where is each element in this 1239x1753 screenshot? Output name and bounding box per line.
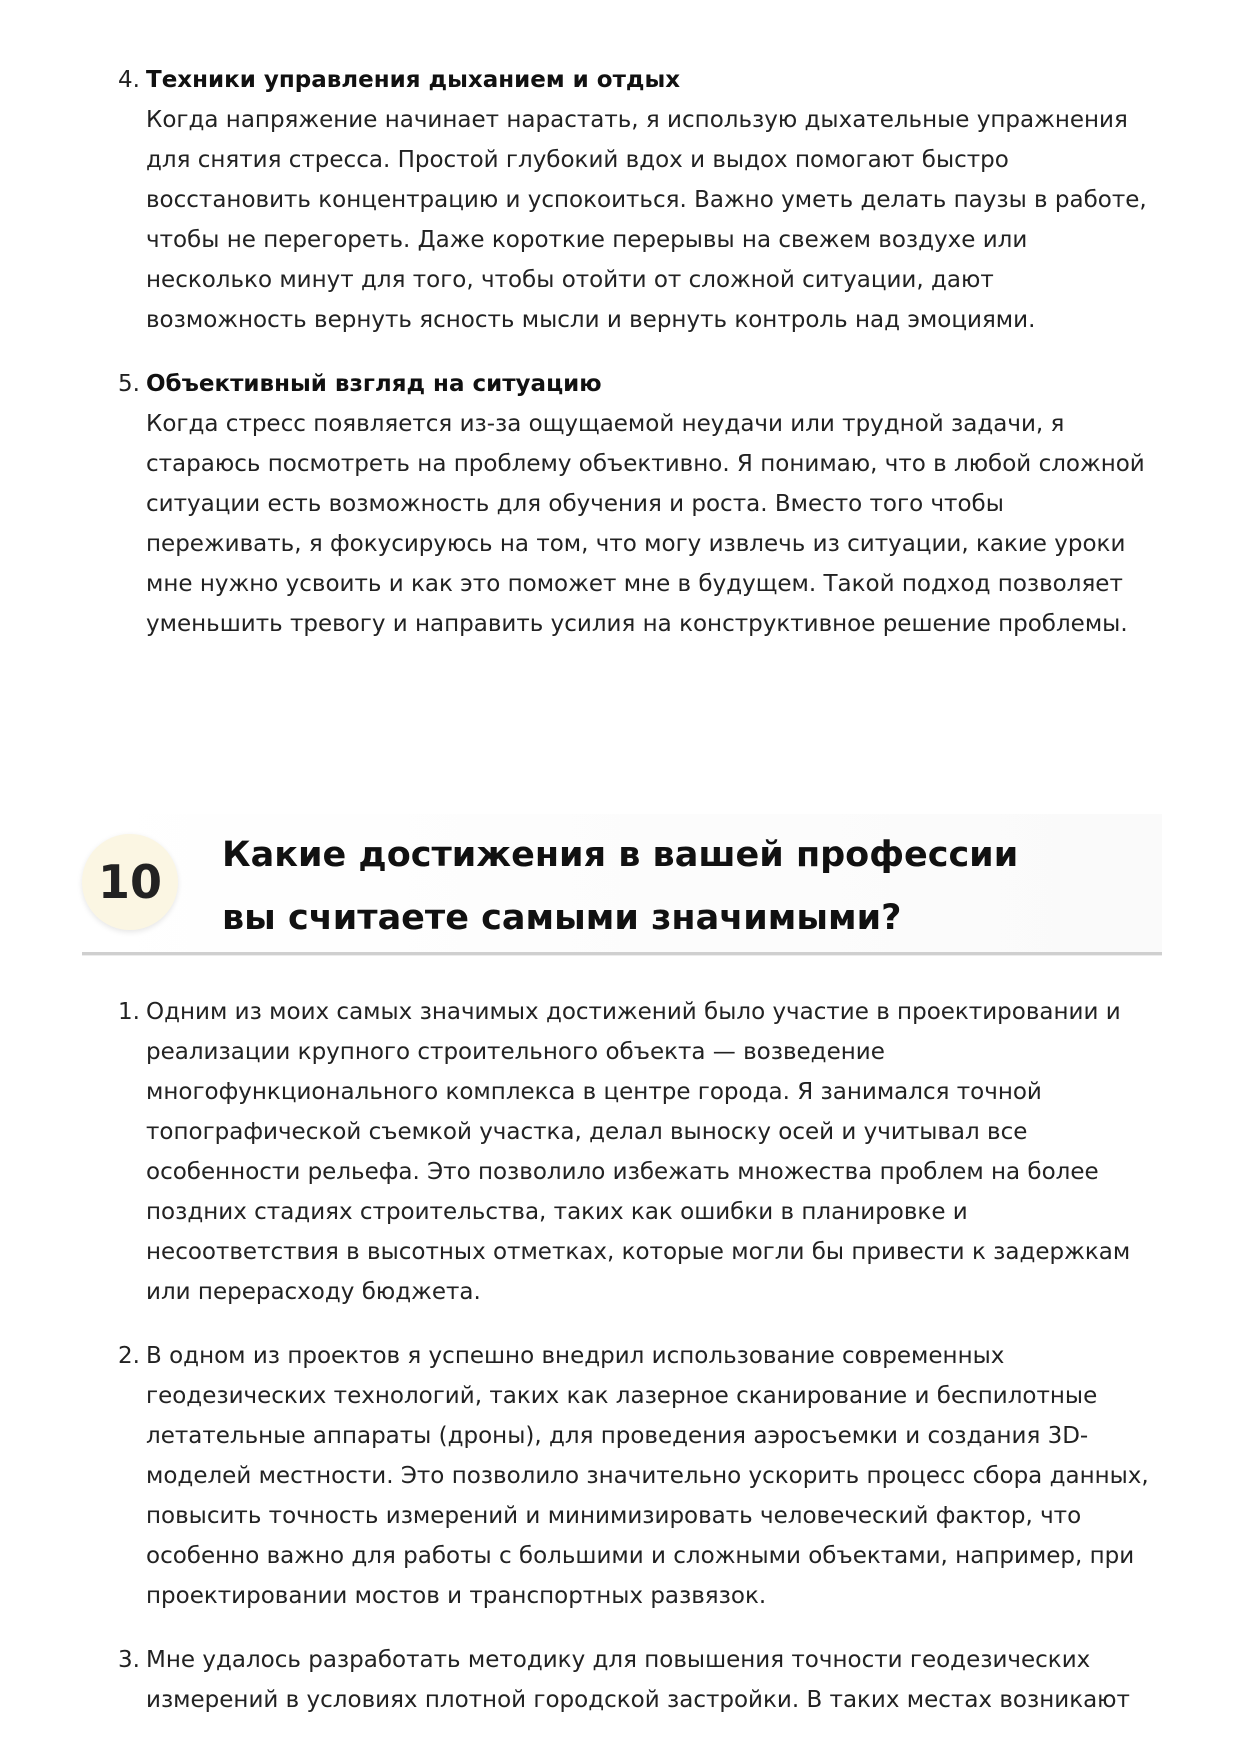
list-item xyxy=(110,364,1160,644)
list-item xyxy=(110,992,1160,1312)
list-item-text: В одном из проектов я успешно внедрил использование современных геодезических технологий, таких как лазерное сканирование и беспилотные летательные аппараты (дроны), для проведения аэросъемки и создания 3D-моделей местности. Это позволило значительно ускорить процесс сбора данных, повысить точность измерений и минимизировать человеческий фактор, что особенно важно для работы с большими и сложными объектами, например, при проектировании мостов и транспортных развязок. xyxy=(146,1343,1149,1609)
list-item-number: 2. xyxy=(118,1343,140,1369)
list-item-number: 3. xyxy=(118,1647,140,1673)
list-item-text: Мне удалось разработать методику для повышения точности геодезических измерений в условиях плотной городской застройки. В таких местах возникают xyxy=(146,1647,1130,1713)
question-header xyxy=(82,814,1162,955)
stress-techniques-list xyxy=(110,60,1160,644)
list-item-number: 5. xyxy=(118,371,140,397)
list-item-number: 4. xyxy=(118,67,140,93)
list-item-title: Техники управления дыханием и отдых xyxy=(146,67,681,93)
achievements-list xyxy=(110,992,1160,1720)
list-item xyxy=(110,60,1160,340)
list-item-number: 1. xyxy=(118,999,140,1025)
list-item-text: Когда напряжение начинает нарастать, я использую дыхательные упражнения для снятия стресса. Простой глубокий вдох и выдох помогают быстро восстановить концентрацию и успокоиться. Важно уметь делать паузы в работе, чтобы не перегореть. Даже короткие перерывы на свежем воздухе или несколько минут для того, чтобы отойти от сложной ситуации, дают возможность вернуть ясность мысли и вернуть контроль над эмоциями. xyxy=(146,107,1147,333)
list-item xyxy=(110,1336,1160,1616)
question-number-badge: 10 xyxy=(82,834,178,930)
list-item xyxy=(110,1640,1160,1720)
question-title: Какие достижения в вашей профессии вы считаете самыми значимыми? xyxy=(222,835,1019,938)
list-item-title: Объективный взгляд на ситуацию xyxy=(146,371,602,397)
list-item-text: Когда стресс появляется из-за ощущаемой неудачи или трудной задачи, я стараюсь посмотреть на проблему объективно. Я понимаю, что в любой сложной ситуации есть возможность для обучения и роста. Вместо того чтобы переживать, я фокусируюсь на том, что могу извлечь из ситуации, какие уроки мне нужно усвоить и как это поможет мне в будущем. Такой подход позволяет уменьшить тревогу и направить усилия на конструктивное решение проблемы. xyxy=(146,411,1145,637)
list-item-text: Одним из моих самых значимых достижений было участие в проектировании и реализации крупного строительного объекта — возведение многофункционального комплекса в центре города. Я занимался точной топографической съемкой участка, делал выноску осей и учитывал все особенности рельефа. Это позволило избежать множества проблем на более поздних стадиях строительства, таких как ошибки в планировке и несоответствия в высотных отметках, которые могли бы привести к задержкам или перерасходу бюджета. xyxy=(146,999,1131,1305)
